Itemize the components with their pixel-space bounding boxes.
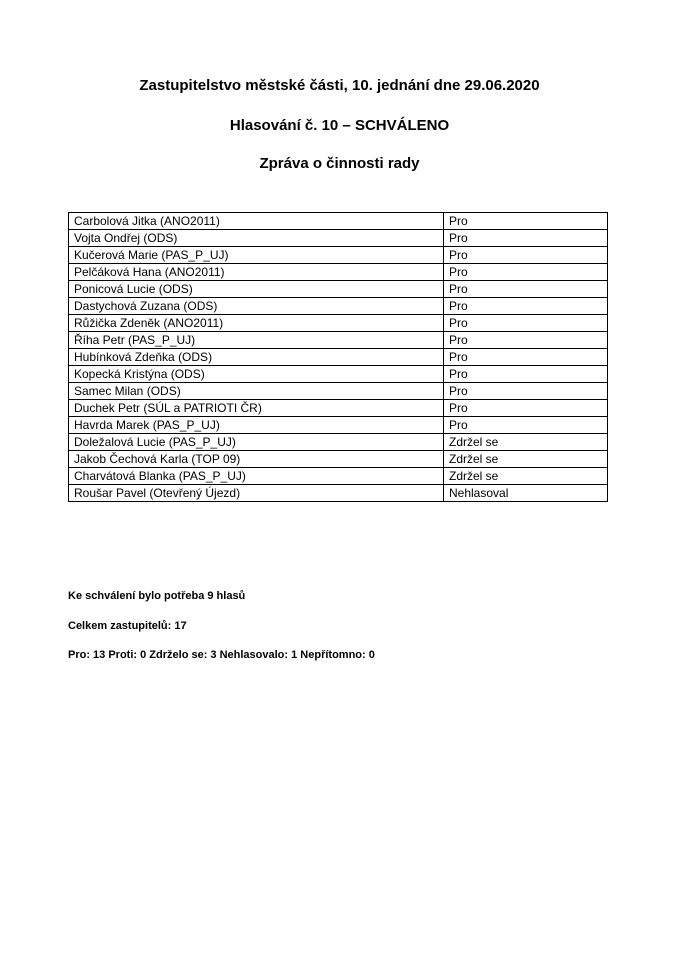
vote-cell: Zdržel se: [444, 468, 608, 485]
vote-cell: Pro: [444, 349, 608, 366]
member-name-cell: Pelčáková Hana (ANO2011): [69, 264, 444, 281]
vote-cell: Pro: [444, 332, 608, 349]
table-row: [69, 298, 608, 315]
table-row: [69, 349, 608, 366]
vote-cell: Pro: [444, 400, 608, 417]
member-name-cell: Kučerová Marie (PAS_P_UJ): [69, 247, 444, 264]
table-row: [69, 383, 608, 400]
document-title-vote-result: Hlasování č. 10 – SCHVÁLENO: [229, 117, 450, 134]
member-name-cell: Růžička Zdeněk (ANO2011): [69, 315, 444, 332]
member-name-cell: Doležalová Lucie (PAS_P_UJ): [69, 434, 444, 451]
table-row: [69, 451, 608, 468]
member-name-cell: Kopecká Kristýna (ODS): [69, 366, 444, 383]
member-name-cell: Dastychová Zuzana (ODS): [69, 298, 444, 315]
vote-cell: Pro: [444, 298, 608, 315]
vote-cell: Pro: [444, 230, 608, 247]
vote-cell: Pro: [444, 417, 608, 434]
table-row: [69, 247, 608, 264]
table-row: [69, 281, 608, 298]
table-row: [69, 264, 608, 281]
table-row: [69, 230, 608, 247]
vote-cell: Pro: [444, 247, 608, 264]
table-row: [69, 213, 608, 230]
vote-table: [68, 212, 608, 502]
member-name-cell: Carbolová Jitka (ANO2011): [69, 213, 444, 230]
table-row: [69, 434, 608, 451]
member-name-cell: Vojta Ondřej (ODS): [69, 230, 444, 247]
document-title-session: Zastupitelstvo městské části, 10. jednání dne 29.06.2020: [139, 77, 540, 94]
member-name-cell: Říha Petr (PAS_P_UJ): [69, 332, 444, 349]
vote-cell: Pro: [444, 264, 608, 281]
summary-total-members: Celkem zastupitelů: 17: [68, 620, 187, 632]
vote-cell: Pro: [444, 366, 608, 383]
member-name-cell: Roušar Pavel (Otevřený Újezd): [69, 485, 444, 502]
member-name-cell: Ponicová Lucie (ODS): [69, 281, 444, 298]
summary-required-votes: Ke schválení bylo potřeba 9 hlasů: [68, 590, 246, 602]
member-name-cell: Duchek Petr (SÚL a PATRIOTI ČR): [69, 400, 444, 417]
document-title-subject: Zpráva o činnosti rady: [259, 155, 420, 172]
member-name-cell: Havrda Marek (PAS_P_UJ): [69, 417, 444, 434]
vote-cell: Pro: [444, 383, 608, 400]
table-row: [69, 315, 608, 332]
table-row: [69, 417, 608, 434]
member-name-cell: Hubínková Zdeňka (ODS): [69, 349, 444, 366]
member-name-cell: Jakob Čechová Karla (TOP 09): [69, 451, 444, 468]
vote-cell: Pro: [444, 315, 608, 332]
vote-cell: Nehlasoval: [444, 485, 608, 502]
table-row: [69, 468, 608, 485]
member-name-cell: Samec Milan (ODS): [69, 383, 444, 400]
summary-result-counts: Pro: 13 Proti: 0 Zdrželo se: 3 Nehlasovalo: 1 Nepřítomno: 0: [68, 649, 375, 661]
vote-cell: Pro: [444, 281, 608, 298]
table-row: [69, 485, 608, 502]
vote-cell: Zdržel se: [444, 451, 608, 468]
table-row: [69, 332, 608, 349]
member-name-cell: Charvátová Blanka (PAS_P_UJ): [69, 468, 444, 485]
vote-cell: Zdržel se: [444, 434, 608, 451]
vote-cell: Pro: [444, 213, 608, 230]
vote-table-body: [69, 213, 608, 502]
table-row: [69, 366, 608, 383]
table-row: [69, 400, 608, 417]
